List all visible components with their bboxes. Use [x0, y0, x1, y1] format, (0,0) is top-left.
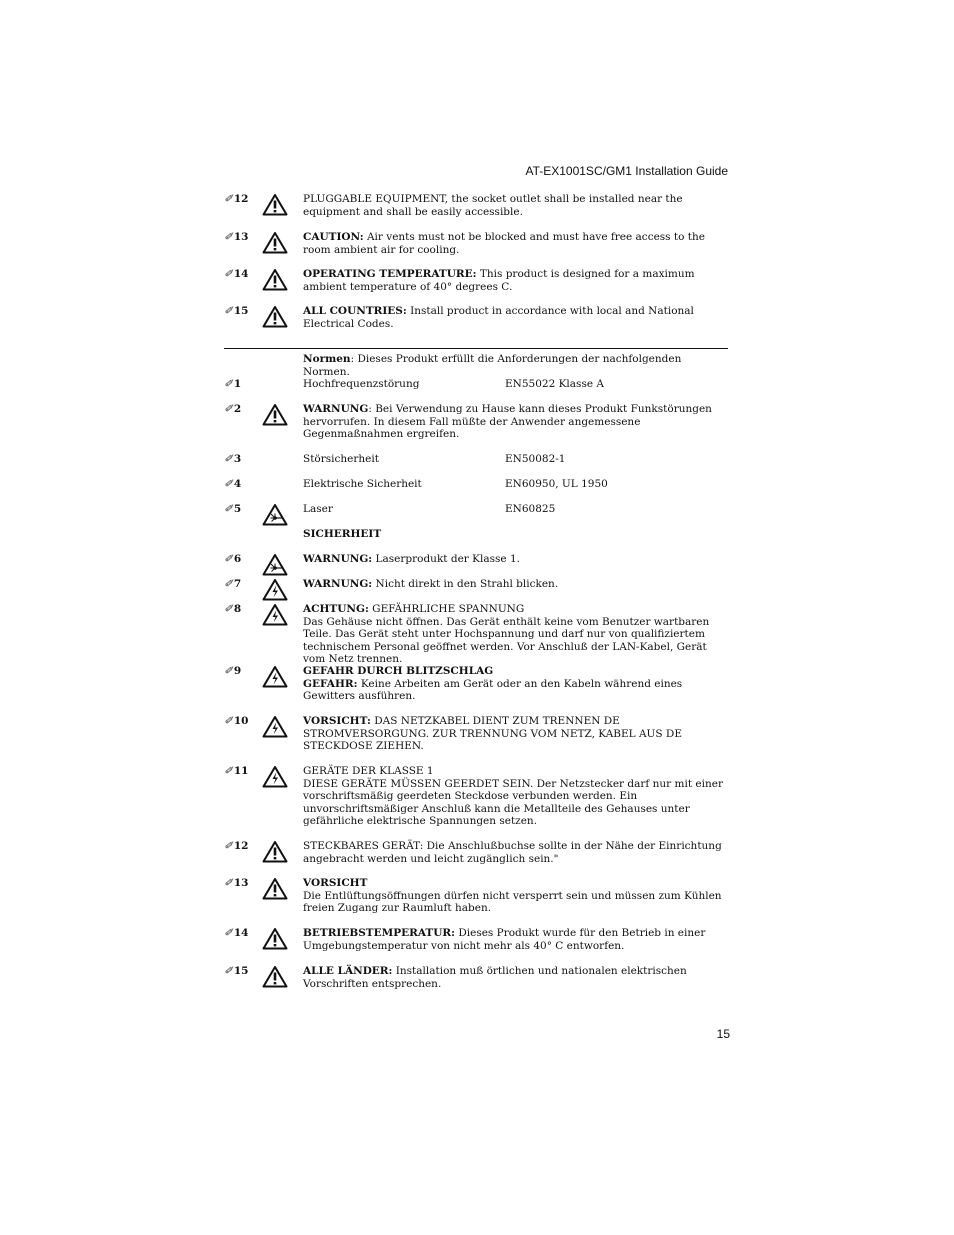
entry-number-value: 2 — [233, 403, 242, 415]
pencil-marker-icon: ✐ — [224, 231, 232, 243]
entry-body: Keine Arbeiten am Gerät oder an den Kabeln während eines Gewitters ausführen. — [303, 677, 683, 702]
entry-number-value: 15 — [233, 965, 249, 977]
pencil-marker-icon: ✐ — [224, 378, 232, 390]
entry-number-value: 11 — [233, 765, 249, 777]
entry-number-value: 7 — [233, 578, 242, 590]
entry-number — [224, 877, 260, 890]
entry-number-value: 12 — [233, 193, 249, 205]
standard-value: EN50082-1 — [505, 453, 566, 465]
entry-number-value: 14 — [233, 927, 249, 939]
entry-number-value: 5 — [233, 503, 242, 515]
entry-text — [303, 403, 730, 441]
entry-number-value: 3 — [233, 453, 242, 465]
entry-text — [303, 965, 730, 990]
entry-text — [303, 665, 730, 703]
pencil-marker-icon: ✐ — [224, 603, 232, 615]
entry-text — [303, 305, 730, 330]
pencil-marker-icon: ✐ — [224, 965, 232, 977]
pencil-marker-icon: ✐ — [224, 478, 232, 490]
entry-lead: GEFAHR DURCH BLITZSCHLAG GEFAHR: — [303, 665, 494, 690]
warning-triangle-icon — [262, 268, 288, 291]
entry-number — [224, 305, 260, 318]
entry-number — [224, 665, 260, 678]
normen-text — [303, 353, 730, 378]
entry-lead: WARNUNG: — [303, 578, 373, 590]
normen-lead: Normen — [303, 353, 351, 365]
entry-text — [303, 715, 730, 753]
entry-number — [224, 231, 260, 244]
entry-body: PLUGGABLE EQUIPMENT, the socket outlet shall be installed near the equipment and shall be easily accessible. — [303, 193, 683, 218]
entry-number-value: 8 — [233, 603, 242, 615]
entry-lead: WARNUNG — [303, 403, 369, 415]
entry-body: STECKBARES GERÄT: Die Anschlußbuchse sollte in der Nähe der Einrichtung angebracht werden und leicht zugänglich sein." — [303, 840, 722, 865]
pencil-marker-icon: ✐ — [224, 715, 232, 727]
entry-number — [224, 603, 260, 616]
standard-value: EN60950, UL 1950 — [505, 478, 608, 490]
warning-triangle-icon — [262, 403, 288, 426]
section-divider — [224, 348, 728, 349]
entry-lead: VORSICHT — [303, 877, 368, 889]
electric-hazard-icon — [262, 578, 288, 601]
entry-number — [224, 503, 260, 516]
electric-hazard-icon — [262, 765, 288, 788]
entry-text — [303, 578, 730, 591]
entry-number-value: 12 — [233, 840, 249, 852]
entry-number-value: 10 — [233, 715, 249, 727]
entry-body: Installation muß örtlichen und nationalen elektrischen Vorschriften entsprechen. — [303, 965, 687, 990]
laser-hazard-icon — [262, 503, 288, 526]
pencil-marker-icon: ✐ — [224, 578, 232, 590]
entry-text — [303, 231, 730, 256]
pencil-marker-icon: ✐ — [224, 927, 232, 939]
entry-lead: WARNUNG: — [303, 553, 373, 565]
entry-body: Störsicherheit — [303, 453, 379, 465]
pencil-marker-icon: ✐ — [224, 453, 232, 465]
normen-body: : Dieses Produkt erfüllt die Anforderungen der nachfolgenden Normen. — [303, 353, 682, 378]
entry-body: This product is designed for a maximum ambient temperature of 40° degrees C. — [303, 268, 695, 293]
entry-body: DAS NETZKABEL DIENT ZUM TRENNEN DE STROMVERSORGUNG. ZUR TRENNUNG VOM NETZ, KABEL AUS DE STECKDOSE ZIEHEN. — [303, 715, 683, 752]
section-heading-sicherheit: SICHERHEIT — [303, 528, 382, 540]
entry-number — [224, 453, 260, 466]
entry-text — [303, 193, 730, 218]
entry-number — [224, 268, 260, 281]
entry-lead: ACHTUNG: — [303, 603, 369, 615]
entry-body: Laser — [303, 503, 333, 515]
page-number: 15 — [716, 1027, 730, 1041]
entry-lead: CAUTION: — [303, 231, 364, 243]
entry-text — [303, 553, 730, 566]
entry-number-value: 13 — [233, 231, 249, 243]
entry-number-value: 14 — [233, 268, 249, 280]
entry-number — [224, 553, 260, 566]
standard-value: EN60825 — [505, 503, 556, 515]
entry-body: GERÄTE DER KLASSE 1 DIESE GERÄTE MÜSSEN GEERDET SEIN. Der Netzstecker darf nur mit einer vorschriftsmäßig geerdeten Steckdose verbunden werden. Ein unvorschriftsmäßiger Anschluß kann die Metallteile des Gehauses unter gefährliche elektrische Spannungen setzen. — [303, 765, 723, 827]
laser-hazard-icon — [262, 553, 288, 576]
entry-body: : Bei Verwendung zu Hause kann dieses Produkt Funkstörungen hervorrufen. In diesem Fall müßte der Anwender angemessene Gegenmaßnahmen ergreifen. — [303, 403, 712, 440]
entry-lead: VORSICHT: — [303, 715, 371, 727]
warning-triangle-icon — [262, 193, 288, 216]
warning-triangle-icon — [262, 840, 288, 863]
entry-number — [224, 378, 260, 391]
pencil-marker-icon: ✐ — [224, 403, 232, 415]
entry-lead: OPERATING TEMPERATURE: — [303, 268, 477, 280]
warning-triangle-icon — [262, 305, 288, 328]
entry-number-value: 9 — [233, 665, 242, 677]
entry-text — [303, 927, 730, 952]
electric-hazard-icon — [262, 665, 288, 688]
entry-text — [303, 877, 730, 915]
entry-number — [224, 193, 260, 206]
warning-triangle-icon — [262, 231, 288, 254]
pencil-marker-icon: ✐ — [224, 840, 232, 852]
entry-number — [224, 927, 260, 940]
running-header: AT-EX1001SC/GM1 Installation Guide — [525, 164, 728, 178]
entry-lead: ALLE LÄNDER: — [303, 965, 393, 977]
pencil-marker-icon: ✐ — [224, 765, 232, 777]
warning-triangle-icon — [262, 877, 288, 900]
entry-number — [224, 840, 260, 853]
entry-lead: BETRIEBSTEMPERATUR: — [303, 927, 455, 939]
pencil-marker-icon: ✐ — [224, 503, 232, 515]
entry-lead: ALL COUNTRIES: — [303, 305, 407, 317]
entry-body: Nicht direkt in den Strahl blicken. — [372, 578, 559, 590]
entry-body: Hochfrequenzstörung — [303, 378, 420, 390]
entry-number — [224, 965, 260, 978]
pencil-marker-icon: ✐ — [224, 553, 232, 565]
entry-text — [303, 765, 730, 828]
pencil-marker-icon: ✐ — [224, 193, 232, 205]
entry-body: Laserprodukt der Klasse 1. — [372, 553, 520, 565]
entry-text — [303, 603, 730, 666]
entry-number — [224, 578, 260, 591]
entry-text — [303, 840, 730, 865]
warning-triangle-icon — [262, 965, 288, 988]
entry-body: Install product in accordance with local and National Electrical Codes. — [303, 305, 694, 330]
warning-triangle-icon — [262, 927, 288, 950]
pencil-marker-icon: ✐ — [224, 305, 232, 317]
entry-body: Die Entlüftungsöffnungen dürfen nicht versperrt sein und müssen zum Kühlen freien Zugang zur Raumluft haben. — [303, 889, 722, 914]
entry-number-value: 15 — [233, 305, 249, 317]
entry-text — [303, 268, 730, 293]
entry-body: Dieses Produkt wurde für den Betrieb in einer Umgebungstemperatur von nicht mehr als 40° C entworfen. — [303, 927, 706, 952]
pencil-marker-icon: ✐ — [224, 268, 232, 280]
pencil-marker-icon: ✐ — [224, 877, 232, 889]
standard-value: EN55022 Klasse A — [505, 378, 604, 390]
pencil-marker-icon: ✐ — [224, 665, 232, 677]
electric-hazard-icon — [262, 715, 288, 738]
entry-body: Air vents must not be blocked and must have free access to the room ambient air for cooling. — [303, 231, 705, 256]
entry-number — [224, 765, 260, 778]
entry-number-value: 6 — [233, 553, 242, 565]
entry-number — [224, 403, 260, 416]
entry-body: GEFÄHRLICHE SPANNUNG Das Gehäuse nicht öffnen. Das Gerät enthält keine vom Benutzer wartbaren Teile. Das Gerät steht unter Hochspannung und darf nur von qualifiziertem technischem Personal geöffnet werden. Vor Anschluß der LAN-Kabel, Gerät vom Netz trennen. — [303, 603, 710, 665]
entry-number — [224, 478, 260, 491]
entry-number-value: 13 — [233, 877, 249, 889]
entry-number-value: 1 — [233, 378, 242, 390]
entry-number — [224, 715, 260, 728]
entry-body: Elektrische Sicherheit — [303, 478, 422, 490]
electric-hazard-icon — [262, 603, 288, 626]
entry-number-value: 4 — [233, 478, 242, 490]
